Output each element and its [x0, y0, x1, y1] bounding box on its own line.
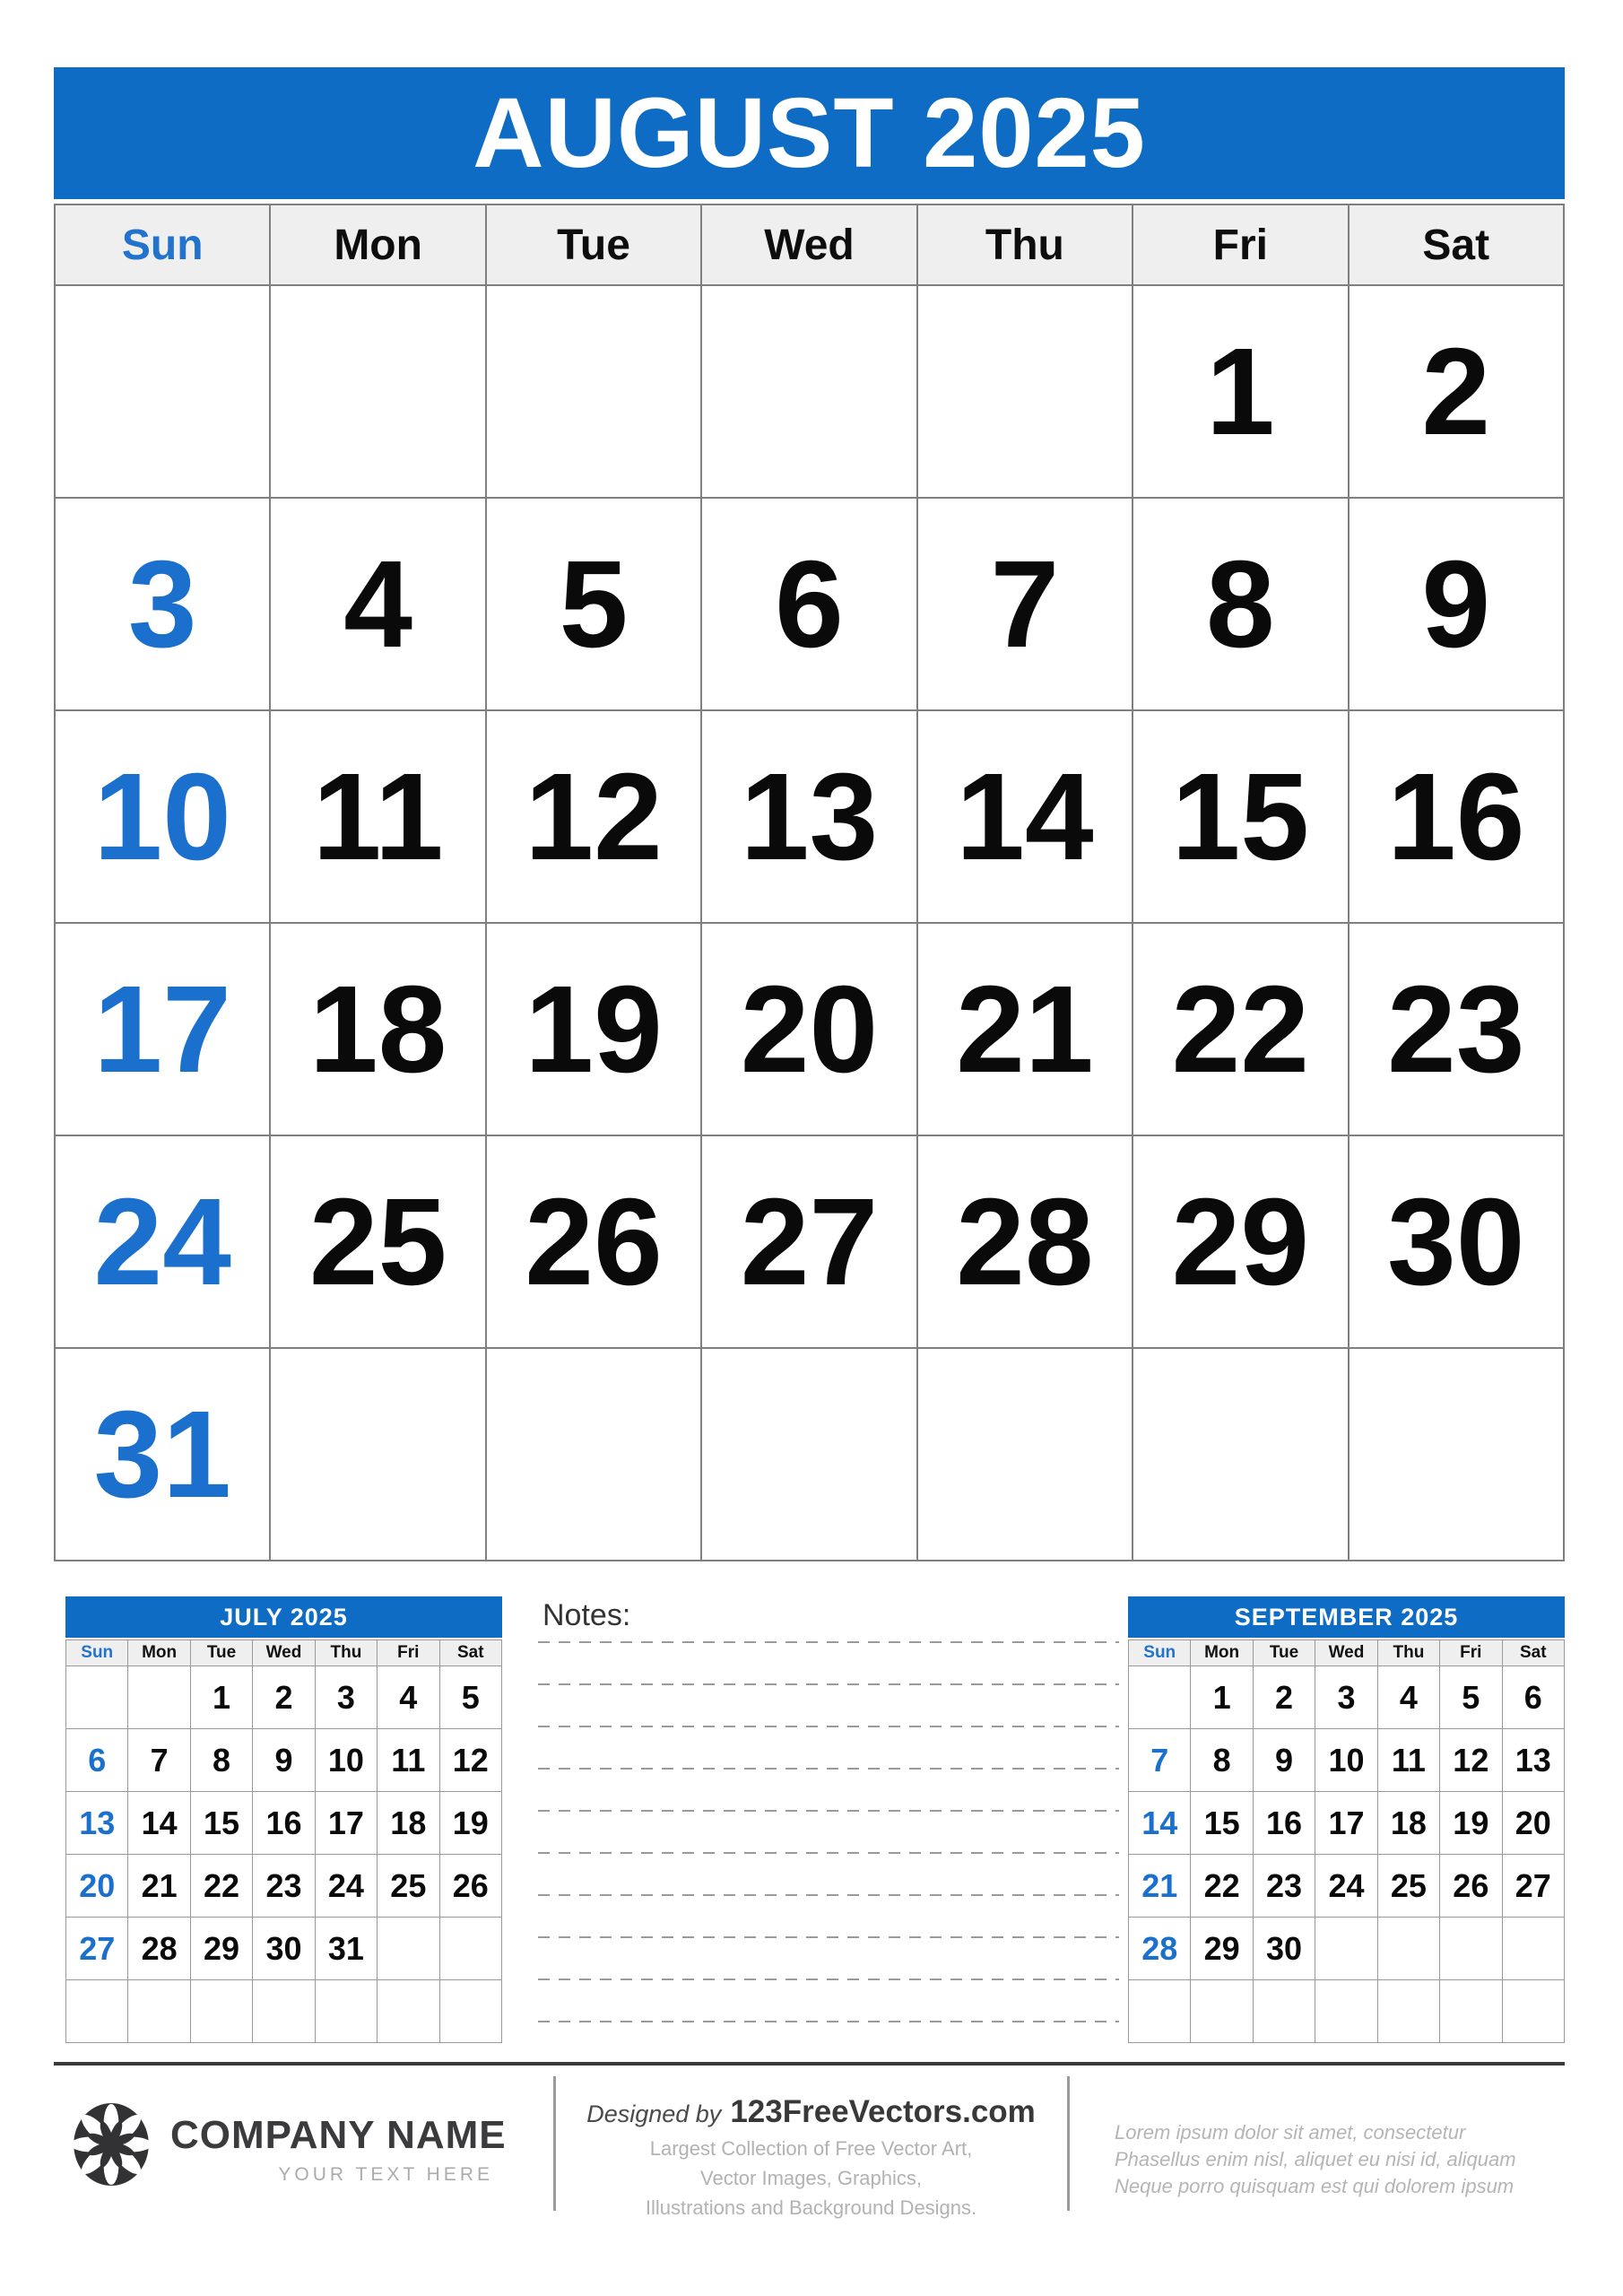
date-cell-28: 28 — [1129, 1918, 1191, 1980]
notes-ruled-line — [538, 1810, 1119, 1812]
date-cell-6: 6 — [1502, 1666, 1564, 1729]
empty-date-cell — [270, 285, 485, 498]
date-cell-4: 4 — [270, 498, 485, 710]
date-cell-19: 19 — [486, 923, 701, 1135]
mini-september-day-header-row — [1129, 1640, 1565, 1666]
empty-date-cell — [486, 1348, 701, 1561]
notes-ruled-line — [538, 1683, 1119, 1685]
empty-date-cell — [439, 1918, 501, 1980]
date-cell-4: 4 — [378, 1666, 439, 1729]
date-cell-15: 15 — [1191, 1792, 1253, 1855]
empty-date-cell — [1129, 1980, 1191, 2043]
week-row — [66, 1980, 502, 2043]
mini-calendar-july-grid — [65, 1639, 502, 2043]
date-cell-3: 3 — [315, 1666, 377, 1729]
date-cell-5: 5 — [486, 498, 701, 710]
date-cell-21: 21 — [128, 1855, 190, 1918]
date-cell-1: 1 — [1191, 1666, 1253, 1729]
lorem-line-3: Neque porro quisquam est qui dolorem ipsum — [1115, 2175, 1515, 2197]
date-cell-9: 9 — [1349, 498, 1564, 710]
date-cell-25: 25 — [270, 1135, 485, 1348]
date-cell-10: 10 — [315, 1729, 377, 1792]
date-cell-10: 10 — [55, 710, 270, 923]
date-cell-11: 11 — [378, 1729, 439, 1792]
date-cell-29: 29 — [1191, 1918, 1253, 1980]
notes-ruled-line — [538, 1979, 1119, 1980]
day-header-tue: Tue — [1253, 1640, 1315, 1666]
lorem-line-2: Phasellus enim nisl, aliquet eu nisi id, aliquam — [1115, 2148, 1516, 2170]
notes-ruled-line — [538, 1768, 1119, 1770]
main-calendar-body — [55, 285, 1564, 1561]
week-row — [1129, 1855, 1565, 1918]
company-name: COMPANY NAME — [170, 2113, 507, 2157]
date-cell-15: 15 — [1133, 710, 1348, 923]
date-cell-23: 23 — [253, 1855, 315, 1918]
date-cell-27: 27 — [701, 1135, 916, 1348]
empty-date-cell — [1502, 1980, 1564, 2043]
date-cell-22: 22 — [1133, 923, 1348, 1135]
day-header-thu: Thu — [1377, 1640, 1439, 1666]
empty-date-cell — [315, 1980, 377, 2043]
main-calendar-title: AUGUST 2025 — [54, 67, 1565, 199]
empty-date-cell — [270, 1348, 485, 1561]
empty-date-cell — [1315, 1918, 1377, 1980]
footer-separator-line — [54, 2062, 1565, 2066]
date-cell-3: 3 — [55, 498, 270, 710]
designed-by-subline-3: Illustrations and Background Designs. — [645, 2196, 977, 2219]
date-cell-27: 27 — [66, 1918, 128, 1980]
designed-by-prefix: Designed by — [586, 2100, 722, 2127]
week-row — [66, 1792, 502, 1855]
date-cell-23: 23 — [1253, 1855, 1315, 1918]
empty-date-cell — [1315, 1980, 1377, 2043]
date-cell-16: 16 — [1349, 710, 1564, 923]
empty-date-cell — [1191, 1980, 1253, 2043]
empty-date-cell — [701, 285, 916, 498]
mini-july-body — [66, 1666, 502, 2043]
day-header-sat: Sat — [1502, 1640, 1564, 1666]
mini-calendar-september-grid — [1128, 1639, 1565, 2043]
week-row — [66, 1855, 502, 1918]
empty-date-cell — [1349, 1348, 1564, 1561]
date-cell-26: 26 — [1440, 1855, 1502, 1918]
date-cell-16: 16 — [1253, 1792, 1315, 1855]
date-cell-11: 11 — [270, 710, 485, 923]
empty-date-cell — [917, 285, 1133, 498]
date-cell-7: 7 — [1129, 1729, 1191, 1792]
empty-date-cell — [66, 1666, 128, 1729]
date-cell-24: 24 — [315, 1855, 377, 1918]
date-cell-25: 25 — [1377, 1855, 1439, 1918]
day-header-sun: Sun — [55, 204, 270, 285]
flower-logo-icon — [74, 2103, 149, 2186]
company-tagline: YOUR TEXT HERE — [278, 2164, 493, 2185]
date-cell-6: 6 — [701, 498, 916, 710]
date-cell-28: 28 — [917, 1135, 1133, 1348]
date-cell-23: 23 — [1349, 923, 1564, 1135]
day-header-mon: Mon — [128, 1640, 190, 1666]
week-row — [55, 923, 1564, 1135]
empty-date-cell — [1253, 1980, 1315, 2043]
date-cell-22: 22 — [190, 1855, 252, 1918]
date-cell-31: 31 — [315, 1918, 377, 1980]
designed-by-line — [556, 2094, 1066, 2134]
date-cell-29: 29 — [190, 1918, 252, 1980]
empty-date-cell — [128, 1666, 190, 1729]
empty-date-cell — [1377, 1918, 1439, 1980]
empty-date-cell — [66, 1980, 128, 2043]
week-row — [1129, 1792, 1565, 1855]
week-row — [1129, 1666, 1565, 1729]
date-cell-16: 16 — [253, 1792, 315, 1855]
day-header-sun: Sun — [66, 1640, 128, 1666]
day-header-fri: Fri — [1440, 1640, 1502, 1666]
empty-date-cell — [378, 1918, 439, 1980]
week-row — [55, 285, 1564, 498]
date-cell-17: 17 — [55, 923, 270, 1135]
date-cell-19: 19 — [1440, 1792, 1502, 1855]
date-cell-2: 2 — [253, 1666, 315, 1729]
date-cell-15: 15 — [190, 1792, 252, 1855]
empty-date-cell — [1129, 1666, 1191, 1729]
date-cell-22: 22 — [1191, 1855, 1253, 1918]
mini-calendar-july — [65, 1596, 502, 2043]
date-cell-1: 1 — [190, 1666, 252, 1729]
day-header-wed: Wed — [1315, 1640, 1377, 1666]
empty-date-cell — [1440, 1918, 1502, 1980]
notes-ruled-line — [538, 1894, 1119, 1896]
date-cell-3: 3 — [1315, 1666, 1377, 1729]
date-cell-13: 13 — [1502, 1729, 1564, 1792]
week-row — [66, 1666, 502, 1729]
notes-ruled-line — [538, 1852, 1119, 1854]
date-cell-14: 14 — [1129, 1792, 1191, 1855]
date-cell-4: 4 — [1377, 1666, 1439, 1729]
date-cell-14: 14 — [128, 1792, 190, 1855]
date-cell-21: 21 — [1129, 1855, 1191, 1918]
empty-date-cell — [128, 1980, 190, 2043]
mini-september-body — [1129, 1666, 1565, 2043]
day-header-fri: Fri — [1133, 204, 1348, 285]
empty-date-cell — [190, 1980, 252, 2043]
empty-date-cell — [1133, 1348, 1348, 1561]
main-calendar-grid — [54, 204, 1565, 1561]
date-cell-14: 14 — [917, 710, 1133, 923]
date-cell-25: 25 — [378, 1855, 439, 1918]
day-header-wed: Wed — [701, 204, 916, 285]
date-cell-13: 13 — [701, 710, 916, 923]
date-cell-30: 30 — [253, 1918, 315, 1980]
date-cell-20: 20 — [1502, 1792, 1564, 1855]
designed-by-brand: 123FreeVectors.com — [730, 2094, 1036, 2129]
date-cell-19: 19 — [439, 1792, 501, 1855]
empty-date-cell — [701, 1348, 916, 1561]
date-cell-31: 31 — [55, 1348, 270, 1561]
date-cell-5: 5 — [1440, 1666, 1502, 1729]
date-cell-12: 12 — [1440, 1729, 1502, 1792]
day-header-sat: Sat — [1349, 204, 1564, 285]
designed-by-block — [556, 2094, 1066, 2222]
notes-ruled-line — [538, 2021, 1119, 2022]
empty-date-cell — [486, 285, 701, 498]
date-cell-9: 9 — [1253, 1729, 1315, 1792]
week-row — [1129, 1980, 1565, 2043]
day-header-thu: Thu — [917, 204, 1133, 285]
date-cell-18: 18 — [270, 923, 485, 1135]
week-row — [55, 710, 1564, 923]
date-cell-7: 7 — [128, 1729, 190, 1792]
notes-ruled-line — [538, 1726, 1119, 1727]
empty-date-cell — [378, 1980, 439, 2043]
notes-ruled-line — [538, 1641, 1119, 1643]
notes-label: Notes: — [542, 1598, 631, 1632]
mini-calendar-july-title: JULY 2025 — [65, 1596, 502, 1638]
mini-calendar-september — [1128, 1596, 1565, 2043]
notes-lines — [538, 1641, 1119, 2022]
date-cell-1: 1 — [1133, 285, 1348, 498]
date-cell-13: 13 — [66, 1792, 128, 1855]
day-header-sun: Sun — [1129, 1640, 1191, 1666]
date-cell-10: 10 — [1315, 1729, 1377, 1792]
day-header-tue: Tue — [190, 1640, 252, 1666]
week-row — [55, 1348, 1564, 1561]
date-cell-5: 5 — [439, 1666, 501, 1729]
mini-july-day-header-row — [66, 1640, 502, 1666]
week-row — [1129, 1918, 1565, 1980]
empty-date-cell — [1502, 1918, 1564, 1980]
date-cell-18: 18 — [1377, 1792, 1439, 1855]
date-cell-2: 2 — [1349, 285, 1564, 498]
main-day-header-row — [55, 204, 1564, 285]
date-cell-9: 9 — [253, 1729, 315, 1792]
week-row — [66, 1729, 502, 1792]
date-cell-17: 17 — [1315, 1792, 1377, 1855]
empty-date-cell — [917, 1348, 1133, 1561]
week-row — [55, 1135, 1564, 1348]
date-cell-12: 12 — [439, 1729, 501, 1792]
designed-by-subline-1: Largest Collection of Free Vector Art, — [649, 2137, 973, 2160]
day-header-mon: Mon — [270, 204, 485, 285]
date-cell-26: 26 — [486, 1135, 701, 1348]
date-cell-8: 8 — [190, 1729, 252, 1792]
date-cell-20: 20 — [701, 923, 916, 1135]
date-cell-6: 6 — [66, 1729, 128, 1792]
lorem-line-1: Lorem ipsum dolor sit amet, consectetur — [1115, 2121, 1466, 2144]
day-header-thu: Thu — [315, 1640, 377, 1666]
date-cell-17: 17 — [315, 1792, 377, 1855]
date-cell-11: 11 — [1377, 1729, 1439, 1792]
empty-date-cell — [1377, 1980, 1439, 2043]
date-cell-20: 20 — [66, 1855, 128, 1918]
date-cell-30: 30 — [1349, 1135, 1564, 1348]
date-cell-29: 29 — [1133, 1135, 1348, 1348]
date-cell-28: 28 — [128, 1918, 190, 1980]
company-block — [170, 2113, 507, 2186]
date-cell-24: 24 — [1315, 1855, 1377, 1918]
day-header-sat: Sat — [439, 1640, 501, 1666]
date-cell-8: 8 — [1191, 1729, 1253, 1792]
date-cell-2: 2 — [1253, 1666, 1315, 1729]
day-header-mon: Mon — [1191, 1640, 1253, 1666]
notes-section — [538, 1598, 1119, 2063]
week-row — [55, 498, 1564, 710]
date-cell-18: 18 — [378, 1792, 439, 1855]
empty-date-cell — [253, 1980, 315, 2043]
day-header-tue: Tue — [486, 204, 701, 285]
week-row — [66, 1918, 502, 1980]
notes-ruled-line — [538, 1936, 1119, 1938]
date-cell-27: 27 — [1502, 1855, 1564, 1918]
day-header-wed: Wed — [253, 1640, 315, 1666]
date-cell-7: 7 — [917, 498, 1133, 710]
week-row — [1129, 1729, 1565, 1792]
footer-divider-right — [1067, 2076, 1070, 2211]
empty-date-cell — [439, 1980, 501, 2043]
empty-date-cell — [55, 285, 270, 498]
empty-date-cell — [1440, 1980, 1502, 2043]
day-header-fri: Fri — [378, 1640, 439, 1666]
date-cell-8: 8 — [1133, 498, 1348, 710]
date-cell-30: 30 — [1253, 1918, 1315, 1980]
lorem-text-block — [1115, 2119, 1554, 2200]
date-cell-12: 12 — [486, 710, 701, 923]
designed-by-subline-2: Vector Images, Graphics, — [700, 2167, 922, 2189]
date-cell-26: 26 — [439, 1855, 501, 1918]
date-cell-24: 24 — [55, 1135, 270, 1348]
mini-calendar-september-title: SEPTEMBER 2025 — [1128, 1596, 1565, 1638]
date-cell-21: 21 — [917, 923, 1133, 1135]
